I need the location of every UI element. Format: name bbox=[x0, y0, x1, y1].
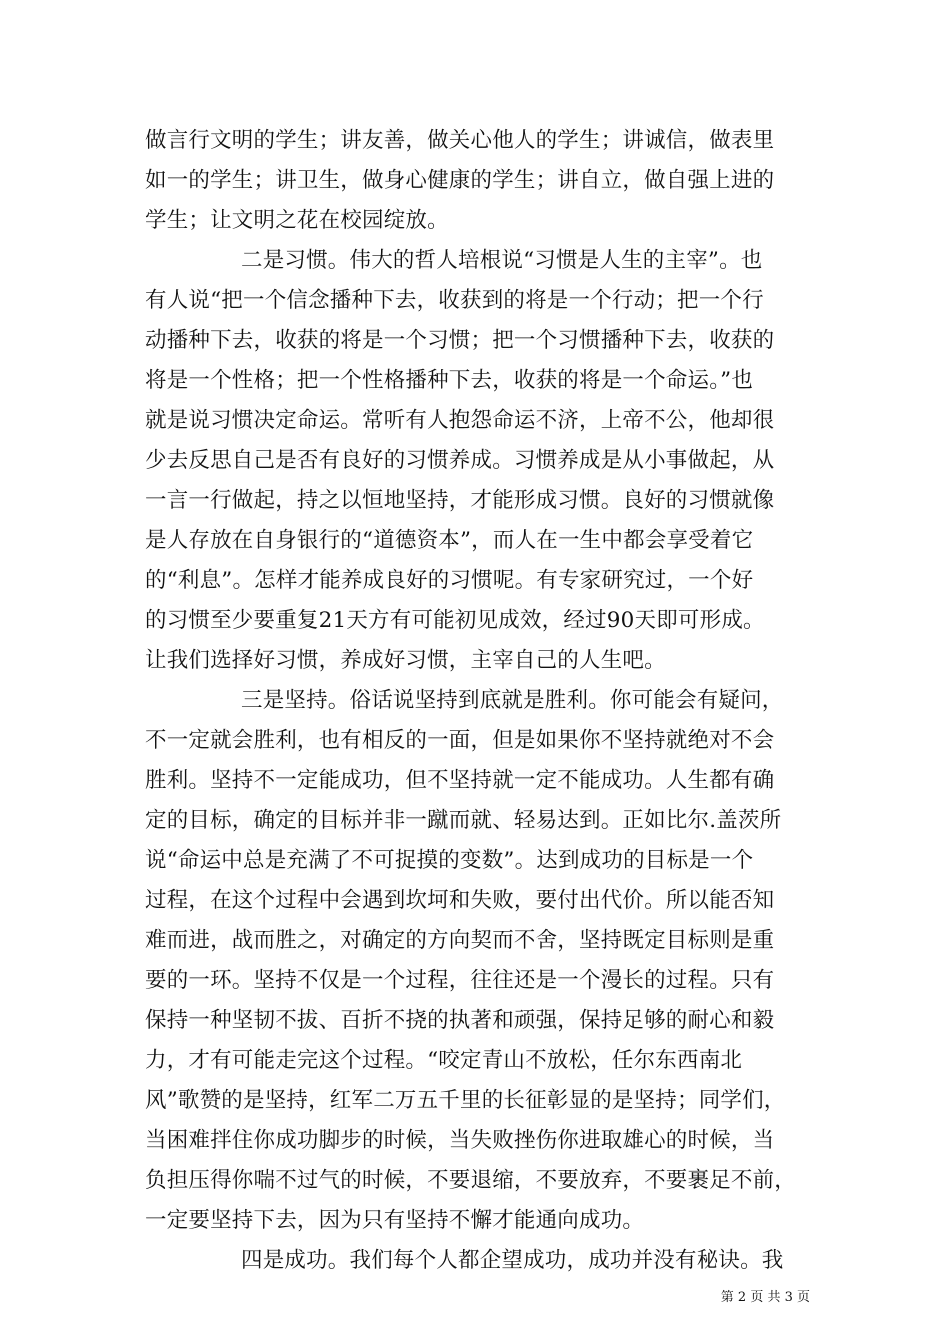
text-line: 定的目标，确定的目标并非一蹴而就、轻易达到。正如比尔.盖茨所 bbox=[145, 808, 782, 833]
text-line: 力，才有可能走完这个过程。“咬定青山不放松，任尔东西南北 bbox=[145, 1048, 743, 1073]
text-line: 负担压得你喘不过气的时候，不要退缩，不要放弃，不要裹足不前， bbox=[145, 1168, 797, 1193]
text-line: 过程，在这个过程中会遇到坎坷和失败，要付出代价。所以能否知 bbox=[145, 888, 775, 913]
text-line: 学生；让文明之花在校园绽放。 bbox=[145, 208, 449, 233]
text-line: 保持一种坚韧不拔、百折不挠的执著和顽强，保持足够的耐心和毅 bbox=[145, 1008, 775, 1033]
text-line: 动播种下去，收获的将是一个习惯；把一个习惯播种下去，收获的 bbox=[145, 328, 775, 353]
text-line: 让我们选择好习惯，养成好习惯，主宰自己的人生吧。 bbox=[145, 648, 666, 673]
text-line: 一言一行做起，持之以恒地坚持，才能形成习惯。良好的习惯就像 bbox=[145, 488, 775, 513]
text-line: 做言行文明的学生；讲友善，做关心他人的学生；讲诚信，做表里 bbox=[145, 128, 775, 153]
text-line: 有人说“把一个信念播种下去，收获到的将是一个行动；把一个行 bbox=[145, 288, 764, 313]
text-line: 要的一环。坚持不仅是一个过程，往往还是一个漫长的过程。只有 bbox=[145, 968, 775, 993]
text-line: 胜利。坚持不一定能成功，但不坚持就一定不能成功。人生都有确 bbox=[145, 768, 775, 793]
page-number-footer: 第 2 页 共 3 页 bbox=[720, 1290, 810, 1305]
paragraph-start-line: 二是习惯。伟大的哲人培根说“习惯是人生的主宰”。也 bbox=[241, 248, 763, 273]
text-line: 当困难拌住你成功脚步的时候，当失败挫伤你进取雄心的时候，当 bbox=[145, 1128, 775, 1153]
text-line: 将是一个性格；把一个性格播种下去，收获的将是一个命运。”也 bbox=[145, 368, 754, 393]
text-line: 难而进，战而胜之，对确定的方向契而不舍，坚持既定目标则是重 bbox=[145, 928, 775, 953]
paragraph-start-line: 四是成功。我们每个人都企望成功，成功并没有秘诀。我 bbox=[241, 1248, 784, 1273]
text-line: 风”歌赞的是坚持，红军二万五千里的长征彰显的是坚持；同学们， bbox=[145, 1088, 786, 1113]
text-line: 说“命运中总是充满了不可捉摸的变数”。达到成功的目标是一个 bbox=[145, 848, 754, 873]
text-line: 少去反思自己是否有良好的习惯养成。习惯养成是从小事做起，从 bbox=[145, 448, 775, 473]
text-line: 的“利息”。怎样才能养成良好的习惯呢。有专家研究过，一个好 bbox=[145, 568, 754, 593]
text-line: 不一定就会胜利，也有相反的一面，但是如果你不坚持就绝对不会 bbox=[145, 728, 775, 753]
paragraph-start-line: 三是坚持。俗话说坚持到底就是胜利。你可能会有疑问， bbox=[241, 688, 784, 713]
text-line: 如一的学生；讲卫生，做身心健康的学生；讲自立，做自强上进的 bbox=[145, 168, 775, 193]
text-line: 是人存放在自身银行的“道德资本”，而人在一生中都会享受着它 bbox=[145, 528, 754, 553]
text-line: 的习惯至少要重复21天方有可能初见成效，经过90天即可形成。 bbox=[145, 608, 765, 633]
text-line: 一定要坚持下去，因为只有坚持不懈才能通向成功。 bbox=[145, 1208, 645, 1233]
text-line: 就是说习惯决定命运。常听有人抱怨命运不济，上帝不公，他却很 bbox=[145, 408, 775, 433]
